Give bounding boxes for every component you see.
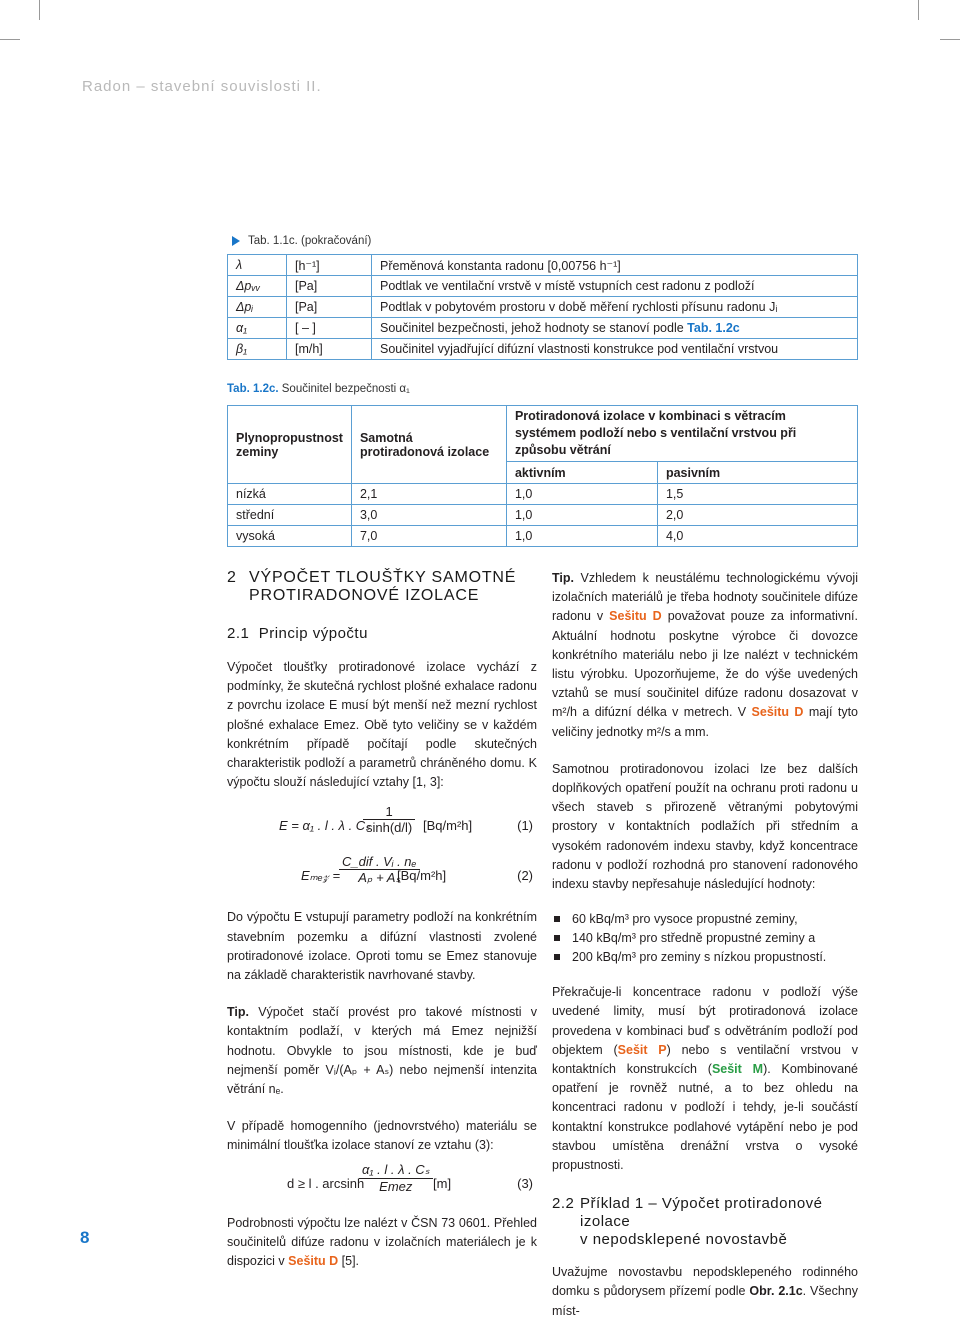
subsection-heading: 2.2 Příklad 1 – Výpočet protiradonové izolace v nepodsklepené novostavbě	[552, 1195, 823, 1249]
variables-table	[227, 254, 858, 360]
limits-list	[552, 910, 858, 967]
table-row: Δpᵢ [Pa] Podtlak v pobytovém prostoru v době měření rychlosti přísunu radonu Jᵢ	[228, 297, 858, 318]
formula-2: Eₘₑ𝓏 = C_dif . Vᵢ . nₑ Aₚ + Aₛ [Bq/m²h] (2)	[301, 854, 533, 886]
paragraph: Výpočet tloušťky protiradonové izolace vychází z podmínky, že skutečná rychlost plošné exhalace radonu z povrchu izolace E musí být menší než mezní rychlost plošné exhalace Emez. Obě tyto veličiny se v každém konkrétním případě počítají podle skutečných charakteristik podloží a parametrů chráněného domu. K výpočtu slouží následující vztahy [1, 3]:	[227, 660, 537, 790]
table-row: střední 3,0 1,0 2,0	[228, 505, 858, 526]
paragraph: Uvažujme novostavbu nepodsklepeného rodinného domku s půdorysem přízemí podle Obr. 2.1c. Všechny míst-	[552, 1265, 858, 1318]
paragraph: Samotnou protiradonovou izolaci lze bez dalších doplňkových opatření použít na ochranu proti radonu u všech staveb s přirozeně větranými pobytovými prostory v kontaktních podlažích při středním a vysokém radonovém indexu stavby, když koncentrace radonu v podloží rozhodná pro stanovení radonového indexu stavby nepřesahuje následující hodnoty:	[552, 761, 858, 892]
sesit-m-link[interactable]: Sešit M	[711, 1062, 764, 1077]
page-number: 8	[80, 1228, 90, 1247]
tip-paragraph: Tip. Vzhledem k neustálému technologickému vývoji izolačních materiálů je třeba hodnoty součinitele difúze radonu v Sešitu D považovat pouze za informativní. Aktuální hodnotu poskytne výrobce či dovozce konkrétního materiálu nebo ji lze nalézt v technickém listu výrobku. Upozorňujeme, že do výše uvedených vztahů se musí součinitel difúze radonu dosazovat v m²/h a difúzní délka v metrech. V Sešitu D mají tyto veličiny jednotky m²/s a mm.	[552, 571, 858, 739]
table-row: nízká 2,1 1,0 1,5	[228, 484, 858, 505]
table-row: Δpᵥᵥ [Pa] Podtlak ve ventilační vrstvě v místě vstupních cest radonu z podloží	[228, 276, 858, 297]
sesit-p-link[interactable]: Sešit P	[617, 1042, 667, 1057]
section-heading: 2 VÝPOČET TLOUŠŤKY SAMOTNÉ PROTIRADONOVÉ IZOLACE	[227, 569, 517, 604]
safety-factor-table	[227, 405, 858, 547]
table-header-row: Plynopropustnost zeminy Samotná protiradonová izolace Protiradonová izolace v kombinaci s větracím systémem podloží nebo s ventilační vrstvou při způsobu větrání	[228, 406, 858, 462]
table-subheader-row: aktivním pasivním	[228, 462, 858, 484]
sesit-d-link[interactable]: Sešitu D	[609, 609, 662, 624]
crop-mark	[940, 39, 960, 40]
crop-mark	[39, 0, 40, 20]
triangle-bullet-icon	[232, 236, 240, 246]
running-header: Radon – stavební souvislosti II.	[82, 78, 322, 95]
page-edge-tab	[0, 1214, 32, 1264]
table2-caption: Tab. 1.2c. Součinitel bezpečnosti α₁	[227, 383, 410, 395]
paragraph: Do výpočtu E vstupují parametry podloží na konkrétním stavebním pozemku a difúzní vlastnosti zvolené protiradonové izolace. Oproti tomu se Emez stanovuje na základě charakteristik navrhované stavby.	[227, 910, 537, 983]
table-row: λ [h⁻¹] Přeměnová konstanta radonu [0,00756 h⁻¹]	[228, 255, 858, 276]
sesit-d-link[interactable]: Sešitu D	[288, 1254, 339, 1269]
table1-caption: Tab. 1.1c. (pokračování)	[232, 235, 371, 247]
table-row: α₁ [ – ] Součinitel bezpečnosti, jehož hodnoty se stanoví podle Tab. 1.2c	[228, 318, 858, 339]
paragraph: V případě homogenního (jednovrstvého) materiálu se minimální tloušťka izolace stanoví ze vztahu (3):	[227, 1119, 537, 1153]
sesit-d-link[interactable]: Sešitu D	[751, 705, 804, 720]
paragraph: Překračuje-li koncentrace radonu v podloží výše uvedené limity, musí být protiradonová izolace provedena v kombinaci buď s odvětráním podloží pod objektem (Sešit P) nebo s ventilační vrstvou v kontaktních konstrukcích (Sešit M). Kombinované opatření je rovněž nutné, a to bez ohledu na koncentraci radonu v podloží i tehdy, je-li součástí kontaktní konstrukce podlahové vytápění nebo je pod stavbou umístěna drenážní vrstva o vysoké propustnosti.	[552, 985, 859, 1173]
crop-mark	[918, 0, 919, 20]
list-item: 200 kBq/m³ pro zeminy s nízkou propustností.	[552, 948, 858, 967]
figure-reference[interactable]: Obr. 2.1c	[749, 1284, 803, 1299]
table-row: vysoká 7,0 1,0 4,0	[228, 526, 858, 547]
formula-1: E = α₁ . l . λ . Cₛ $\frac{1}{\sinh(d/l)}$ [Bq/m²h] (1)	[279, 804, 533, 836]
subsection-heading: 2.1 Princip výpočtu	[227, 625, 368, 642]
left-column	[227, 569, 537, 1271]
table-row: β₁ [m/h] Součinitel vyjadřující difúzní vlastnosti konstrukce pod ventilační vrstvou	[228, 339, 858, 360]
tip-paragraph: Tip. Výpočet stačí provést pro takové místnosti v kontaktním podlaží, v kterých má Emez nejnižší hodnotu. Obvykle to jsou místnosti, kde je buď nejmenší poměr Vᵢ/(Aₚ + Aₛ) nebo nejmenší intenzita větrání nₑ.	[227, 1005, 537, 1097]
crop-mark	[0, 39, 20, 40]
list-item: 140 kBq/m³ pro středně propustné zeminy a	[552, 929, 858, 948]
formula-3: d ≥ l . arcsinh α₁ . l . λ . Cₛ Emez [m] (3)	[287, 1161, 533, 1194]
table-reference-link[interactable]: Tab. 1.2c	[687, 321, 740, 335]
paragraph: Podrobnosti výpočtu lze nalézt v ČSN 73 0601. Přehled součinitelů difúze radonu v izolačních materiálech je k dispozici v Sešitu D [5].	[227, 1215, 537, 1269]
right-column	[552, 569, 858, 1321]
list-item: 60 kBq/m³ pro vysoce propustné zeminy,	[552, 910, 858, 929]
